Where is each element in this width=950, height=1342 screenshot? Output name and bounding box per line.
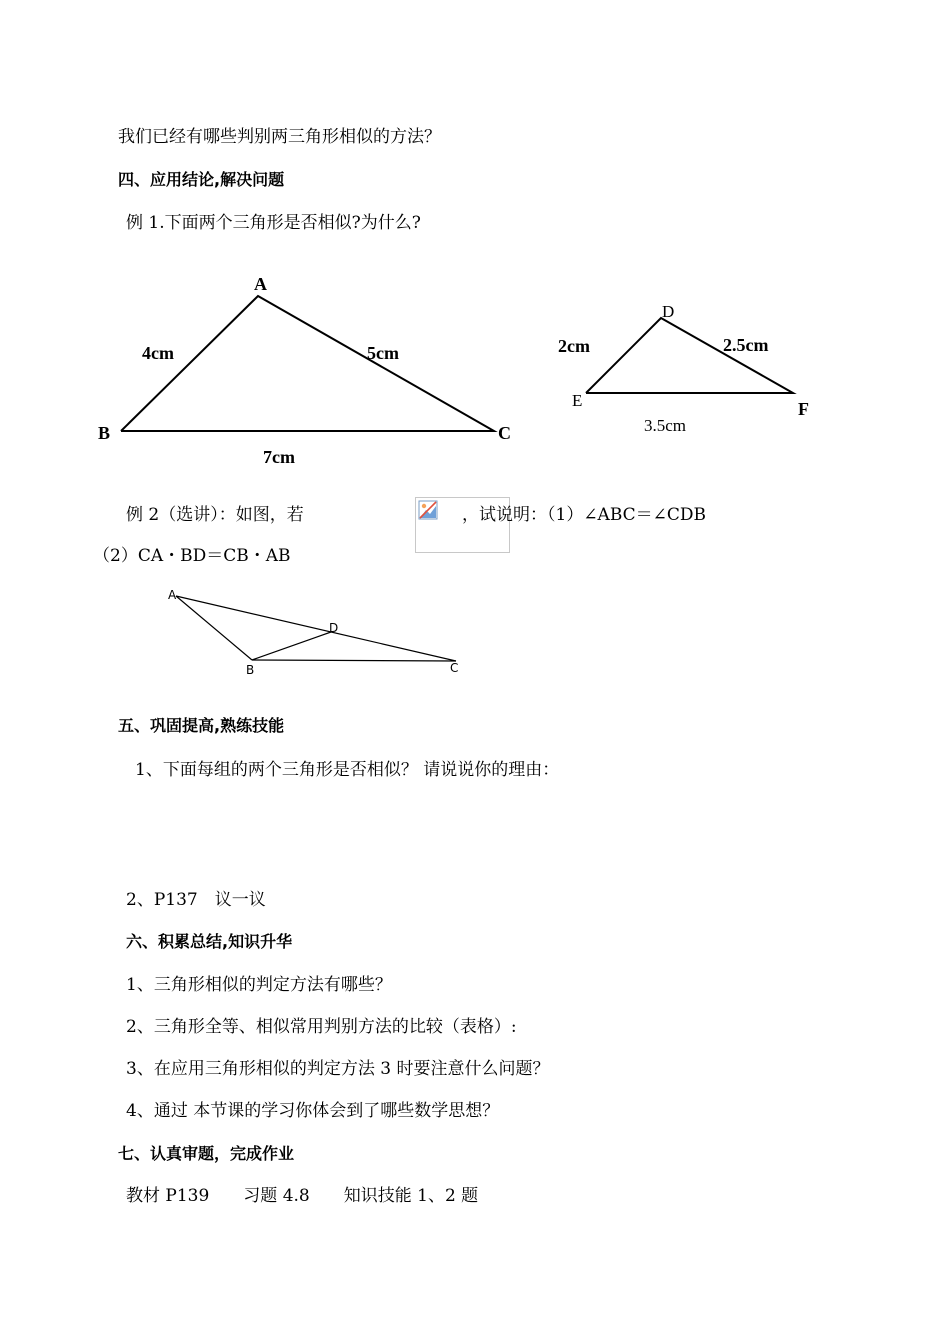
example-2-condition: ，试说明：（1）∠ABC＝∠CDB: [462, 505, 707, 525]
intro-question: 我们已经有哪些判别两三角形相似的方法？: [118, 127, 441, 147]
section-7-heading: 七、认真审题，完成作业: [118, 1144, 295, 1163]
summary-1: 1、三角形相似的判定方法有哪些？: [126, 975, 392, 995]
section-4-heading: 四、应用结论,解决问题: [118, 170, 285, 189]
label-a: A: [254, 274, 267, 294]
summary-2: 2、三角形全等、相似常用判别方法的比较（表格）:: [126, 1017, 517, 1037]
label-side-ab: 4cm: [142, 343, 174, 363]
label-side-ac: 5cm: [367, 343, 399, 363]
exercise-2: 2、P137 议一议: [126, 890, 266, 910]
label-side-de: 2cm: [558, 336, 590, 356]
label-b: B: [98, 423, 111, 443]
fig2-label-c: C: [450, 661, 459, 675]
exercise-1: 1、下面每组的两个三角形是否相似？ 请说说你的理由：: [135, 760, 560, 780]
label-side-ef: 3.5cm: [644, 416, 687, 435]
label-f: F: [798, 399, 809, 419]
section-5-heading: 五、巩固提高,熟练技能: [118, 716, 285, 735]
summary-4: 4、通过 本节课的学习你体会到了哪些数学思想？: [126, 1101, 500, 1121]
fig2-label-a: A: [168, 588, 177, 602]
summary-3: 3、在应用三角形相似的判定方法 3 时要注意什么问题？: [126, 1059, 550, 1079]
example-1: 例 1.下面两个三角形是否相似?为什么?: [126, 213, 421, 233]
triangle-abc: [98, 274, 511, 467]
label-side-df: 2.5cm: [723, 335, 769, 355]
label-d: D: [662, 302, 675, 321]
label-c: C: [498, 423, 511, 443]
example-2-text: 例 2（选讲）：如图，若: [126, 505, 304, 525]
section-6-heading: 六、积累总结,知识升华: [126, 932, 293, 951]
example-2-part-2: （2）CA・BD＝CB・AB: [93, 546, 291, 566]
triangle-def: [558, 302, 809, 435]
label-e: E: [572, 391, 583, 410]
fig2-label-d: D: [329, 621, 339, 635]
homework: 教材 P139 习题 4.8 知识技能 1、2 题: [126, 1186, 479, 1206]
label-side-bc: 7cm: [263, 447, 295, 467]
example-2-figure: [168, 588, 458, 677]
fig2-label-b: B: [246, 663, 255, 677]
broken-image-icon: [418, 500, 438, 520]
